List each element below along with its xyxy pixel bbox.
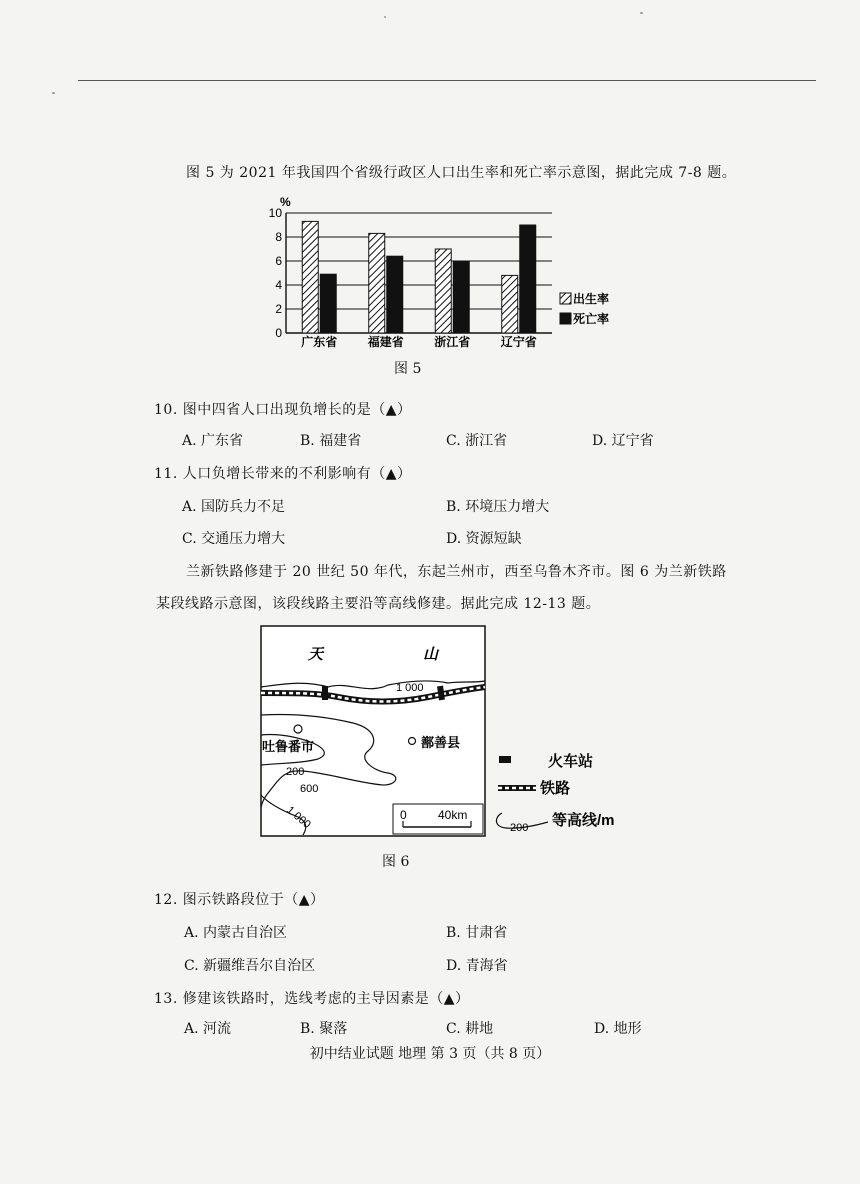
q12-option-a[interactable]: A. 内蒙古自治区 xyxy=(184,925,288,941)
legend-contour-value: 200 xyxy=(510,822,529,834)
q11-option-a[interactable]: A. 国防兵力不足 xyxy=(182,499,286,515)
intro-7-8: 图 5 为 2021 年我国四个省级行政区人口出生率和死亡率示意图，据此完成 7-8 题。 xyxy=(186,165,737,181)
q12-option-b[interactable]: B. 甘肃省 xyxy=(446,925,508,941)
q11-option-b[interactable]: B. 环境压力增大 xyxy=(446,499,550,515)
legend-contour-label: 等高线/m xyxy=(552,812,615,829)
bar-death-rate xyxy=(453,261,469,333)
figure-5-caption: 图 5 xyxy=(394,361,422,377)
scan-speck xyxy=(640,12,643,14)
legend-station-icon xyxy=(499,756,511,763)
legend-swatch xyxy=(560,293,571,304)
y-tick-label: 8 xyxy=(275,230,282,244)
scan-speck xyxy=(384,16,386,18)
legend-label: 出生率 xyxy=(573,292,610,306)
q10-option-a[interactable]: A. 广东省 xyxy=(182,433,244,449)
q10-option-b[interactable]: B. 福建省 xyxy=(300,433,362,449)
bar-birth-rate xyxy=(369,233,385,333)
page-footer: 初中结业试题 地理 第 3 页（共 8 页） xyxy=(309,1046,551,1062)
header-rule xyxy=(78,80,816,81)
turpan-marker xyxy=(294,725,302,733)
y-tick-label: 10 xyxy=(268,206,282,220)
q11-option-d[interactable]: D. 资源短缺 xyxy=(446,531,522,547)
y-tick-label: 0 xyxy=(275,326,282,340)
q10-stem: 10. 图中四省人口出现负增长的是（▲） xyxy=(154,402,412,418)
x-category-label: 福建省 xyxy=(367,335,404,349)
map-label-shan: 山 xyxy=(423,646,439,663)
x-category-label: 辽宁省 xyxy=(500,335,537,349)
y-axis-unit: % xyxy=(280,195,291,209)
q11-option-c[interactable]: C. 交通压力增大 xyxy=(182,531,286,547)
q12-option-c[interactable]: C. 新疆维吾尔自治区 xyxy=(184,958,316,974)
x-category-label: 广东省 xyxy=(301,335,338,349)
q13-option-a[interactable]: A. 河流 xyxy=(184,1021,232,1037)
city-turpan-label: 吐鲁番市 xyxy=(262,739,315,754)
bar-birth-rate xyxy=(435,249,451,333)
q11-stem: 11. 人口负增长带来的不利影响有（▲） xyxy=(154,466,412,482)
intro-12-13-line1: 兰新铁路修建于 20 世纪 50 年代，东起兰州市，西至乌鲁木齐市。图 6 为兰新铁路 xyxy=(186,564,727,580)
q10-option-c[interactable]: C. 浙江省 xyxy=(446,433,508,449)
y-tick-label: 2 xyxy=(275,302,282,316)
legend-swatch xyxy=(560,313,571,324)
scale-label-0: 0 xyxy=(400,808,407,822)
y-tick-label: 6 xyxy=(275,254,282,268)
q10-option-d[interactable]: D. 辽宁省 xyxy=(592,433,654,449)
q13-option-b[interactable]: B. 聚落 xyxy=(300,1021,348,1037)
map-label-tian: 天 xyxy=(308,646,324,663)
q13-option-d[interactable]: D. 地形 xyxy=(594,1021,642,1037)
intro-12-13-line2: 某段线路示意图，该段线路主要沿等高线修建。据此完成 12-13 题。 xyxy=(156,596,601,612)
scale-label-40km: 40km xyxy=(438,808,468,822)
scan-speck xyxy=(52,92,55,94)
legend-railway-label: 铁路 xyxy=(540,780,571,797)
bar-birth-rate xyxy=(502,275,518,333)
q13-stem: 13. 修建该铁路时，选线考虑的主导因素是（▲） xyxy=(154,991,470,1007)
q12-stem: 12. 图示铁路段位于（▲） xyxy=(154,892,325,908)
figure-5-chart xyxy=(260,195,610,360)
legend-label: 死亡率 xyxy=(573,312,610,326)
county-shanshan-label: 鄯善县 xyxy=(421,735,461,750)
contour-label-1000-top: 1 000 xyxy=(396,682,424,694)
x-category-label: 浙江省 xyxy=(434,335,471,349)
figure-6-caption: 图 6 xyxy=(382,854,410,870)
q12-option-d[interactable]: D. 青海省 xyxy=(446,958,508,974)
q13-option-c[interactable]: C. 耕地 xyxy=(446,1021,494,1037)
contour-label-200: 200 xyxy=(286,766,305,778)
contour-label-600: 600 xyxy=(300,783,319,795)
bar-death-rate xyxy=(320,274,336,333)
contour-label-1000-bottom: 1 000 xyxy=(284,804,313,831)
bar-birth-rate xyxy=(302,221,318,333)
legend-station-label: 火车站 xyxy=(548,753,594,770)
figure-6-map xyxy=(258,623,648,838)
bar-death-rate xyxy=(520,225,536,333)
bar-death-rate xyxy=(387,256,403,333)
train-station-west xyxy=(322,686,328,700)
shanshan-marker xyxy=(409,738,416,745)
y-tick-label: 4 xyxy=(275,278,282,292)
